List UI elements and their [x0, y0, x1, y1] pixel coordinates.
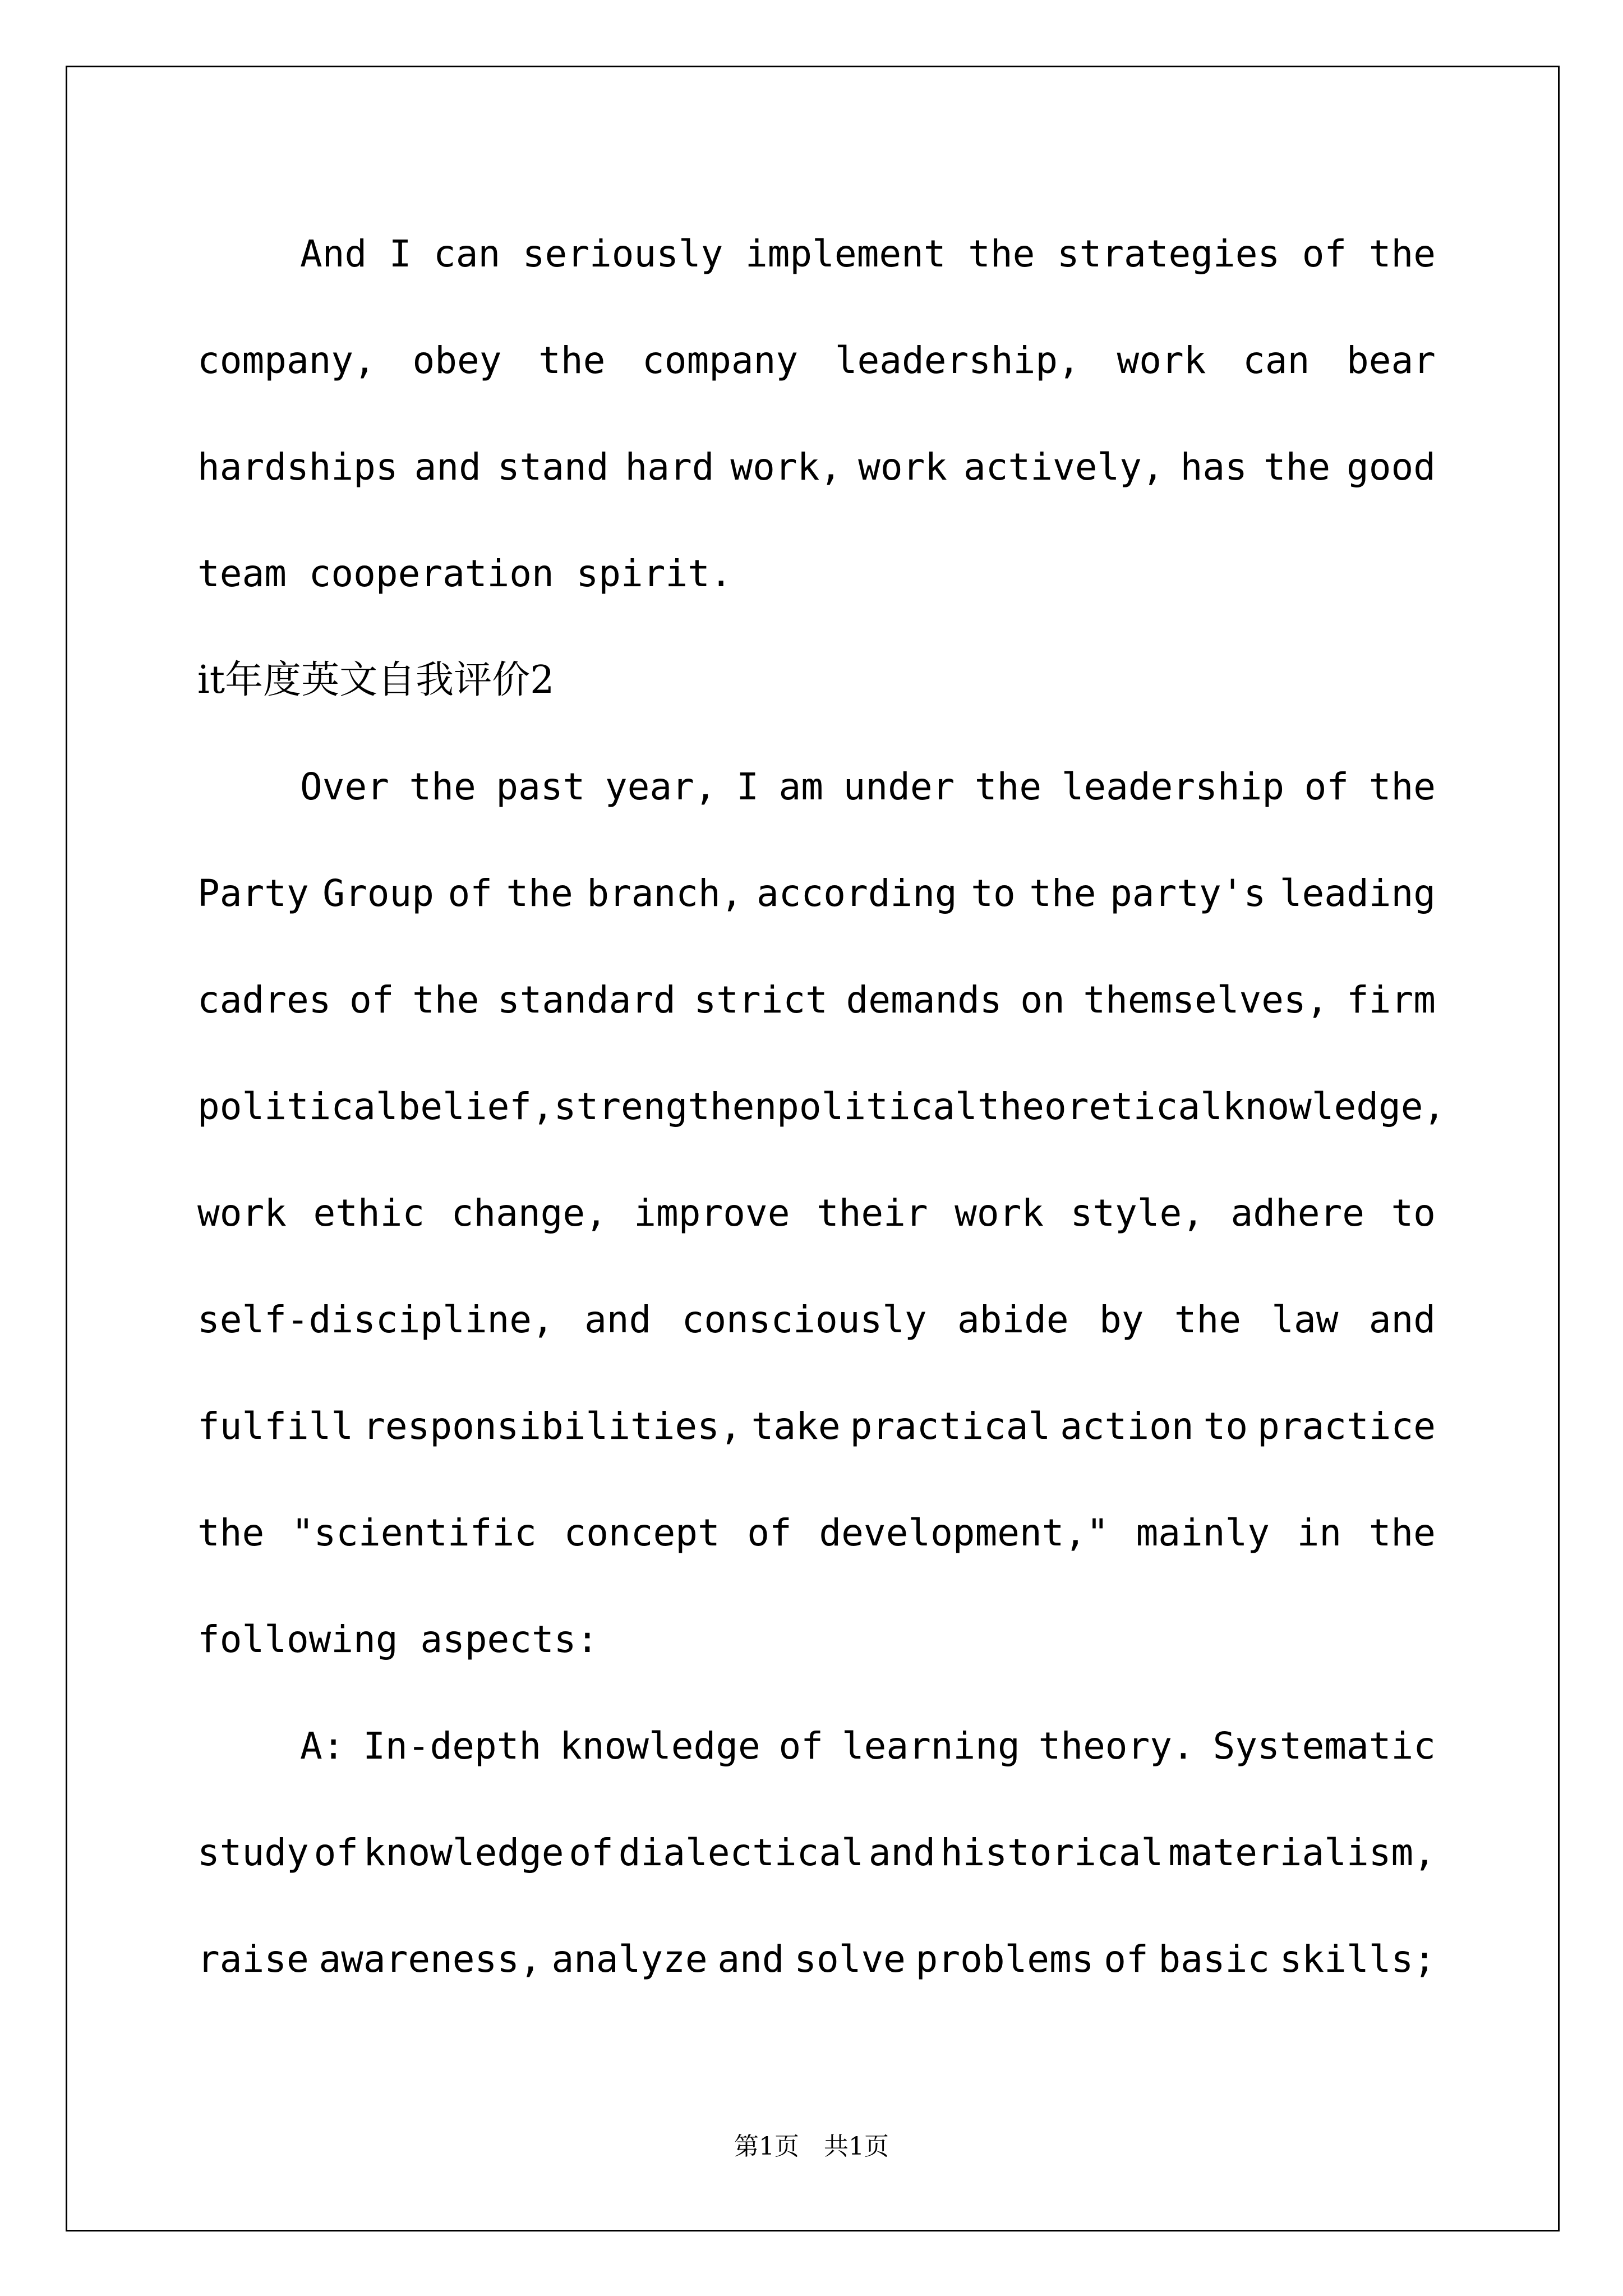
text-line: work ethic change, improve their work style, adhere to	[197, 1191, 1436, 1235]
text-line: self-discipline, and consciously abide by the law and	[197, 1298, 1436, 1341]
text-line: Over the past year, I am under the leadership of the	[300, 765, 1436, 808]
text-line: following aspects:	[197, 1618, 599, 1661]
text-line: hardships and stand hard work, work actively, has the good	[197, 445, 1436, 489]
text-line: fulfill responsibilities, take practical action to practice	[197, 1405, 1436, 1448]
text-line: raise awareness, analyze and solve problems of basic skills;	[197, 1938, 1436, 1981]
page-footer: 第1页 共1页	[734, 2132, 889, 2161]
text-line: political belief, strengthen political theoretical knowledge,	[197, 1085, 1446, 1128]
text-line: company, obey the company leadership, work can bear	[197, 339, 1436, 382]
text-line: team cooperation spirit.	[197, 552, 732, 595]
section-heading: it年度英文自我评价2	[197, 658, 555, 702]
text-line: A: In-depth knowledge of learning theory. Systematic	[300, 1724, 1436, 1768]
text-line: the "scientific concept of development," mainly in the	[197, 1511, 1436, 1554]
text-line: And I can seriously implement the strategies of the	[300, 232, 1436, 275]
text-line: Party Group of the branch, according to the party's leading	[197, 872, 1436, 915]
text-line: study of knowledge of dialectical and historical materialism,	[197, 1831, 1436, 1874]
document-body	[197, 218, 1446, 2030]
text-line: cadres of the standard strict demands on themselves, firm	[197, 978, 1436, 1022]
